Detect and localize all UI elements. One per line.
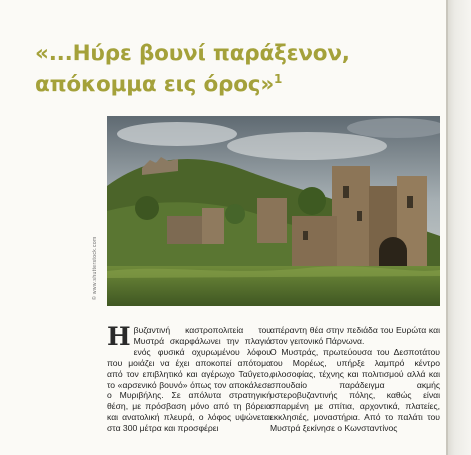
article-title: [35, 38, 440, 100]
tree: [298, 187, 326, 215]
text-column-right: [270, 325, 440, 434]
paragraph: Ο Μυστράς, πρωτεύουσα του Δεσποτάτου του Μορέως, υπήρξε λαμπρό κέντρο φιλοσοφίας, τέχνης και πολιτισμού αλλά και σπουδαίο παράδειγμα ακμής υστεροβυζαντινής πόλης, καθώς είναι σπαρμένη με σπίτια, αρχοντικά, πλατείες, εκκλησιές, μοναστήρια. Από το παλάτι του Μυστρά ξεκίνησε ο Κωνσταντίνος: [270, 346, 440, 434]
window: [407, 196, 413, 208]
window: [357, 211, 362, 221]
mystras-ruins-illustration: [107, 116, 440, 306]
paragraph-text: βυζαντινή καστροπολιτεία του Μυστρά σκαρφάλωνει την πλαγιά ενός φυσικά οχυρωμένου λόφου που μοιάζει να έχει αποκοπεί απότομα από τον επιβλητικό και αγέρωχο Ταΰγετο, το «αρσενικό βουνό» όπως τον αποκάλεσε ο Μυριβήλης. Σε απόλυτα στρατηγική θέση, με πρόσβαση μόνο από τη βόρεια και ανατολική πλευρά, ο λόφος υψώνεται στα 300 μέτρα και προσφέρει: [107, 325, 271, 434]
window: [303, 231, 308, 240]
article-title-text: «...Ηύρε βουνί παράξενον, απόκομμα εις όρος»: [35, 41, 350, 97]
paragraph: [107, 322, 271, 434]
text-column-left: [107, 322, 271, 434]
ruin-wall: [167, 216, 207, 244]
ruin-tower: [332, 166, 370, 276]
ruin-wall: [202, 208, 224, 244]
drop-cap: Η: [107, 322, 131, 351]
tree: [225, 204, 245, 224]
footnote-mark: 1: [274, 71, 283, 86]
window: [343, 186, 349, 198]
tree: [135, 196, 159, 220]
ruin-wall: [257, 198, 287, 243]
cloud: [227, 132, 387, 160]
page-edge: [446, 0, 471, 455]
cloud: [117, 122, 237, 146]
photo-credit: © www.shutterstock.com: [92, 236, 98, 300]
paragraph: απέραντη θέα στην πεδιάδα του Ευρώτα και στον γειτονικό Πάρνωνα.: [270, 325, 440, 346]
mystras-photo: [107, 116, 440, 306]
